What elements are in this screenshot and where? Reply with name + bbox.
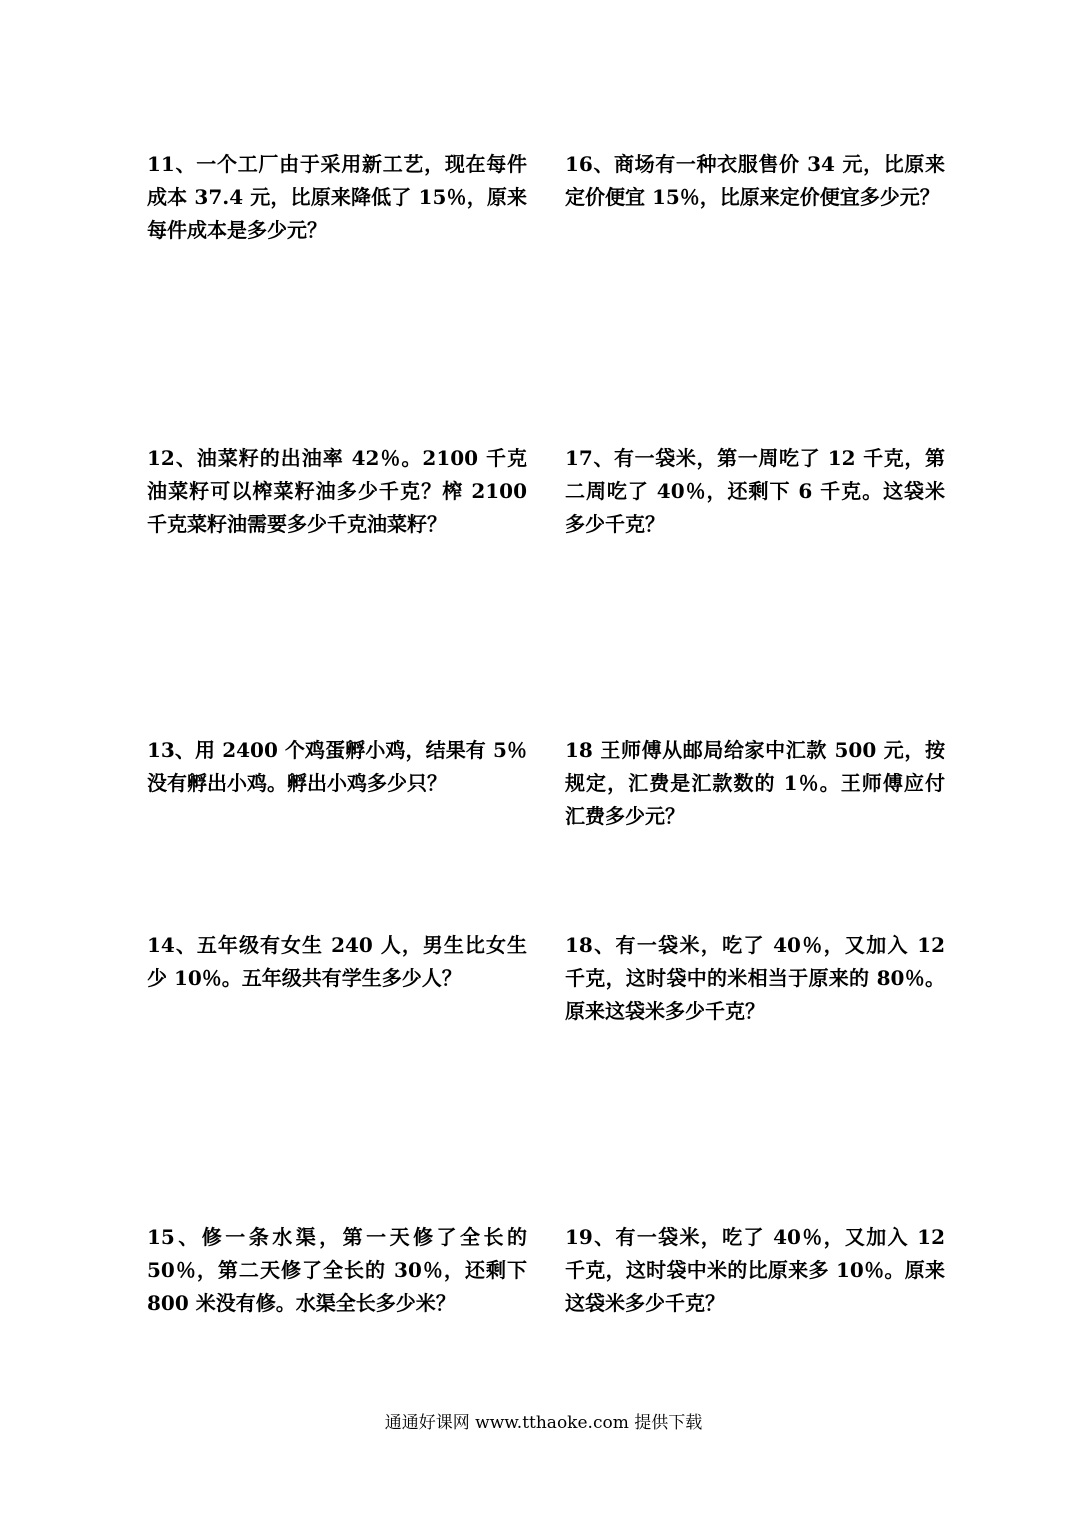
problem-13: 13、用 2400 个鸡蛋孵小鸡，结果有 5％没有孵出小鸡。孵出小鸡多少只？ bbox=[147, 738, 527, 795]
problem-15: 15、修一条水渠，第一天修了全长的 50％，第二天修了全长的 30％，还剩下 800 米没有修。水渠全长多少米？ bbox=[147, 1225, 527, 1315]
problem-18-remittance: 18 王师傅从邮局给家中汇款 500 元，按规定，汇费是汇款数的 1％。王师傅应付汇费多少元？ bbox=[565, 738, 945, 828]
problem-16: 16、商场有一种衣服售价 34 元，比原来定价便宜 15％，比原来定价便宜多少元？ bbox=[565, 152, 945, 209]
problem-19: 19、有一袋米，吃了 40％，又加入 12 千克，这时袋中米的比原来多 10％。原来这袋米多少千克？ bbox=[565, 1225, 945, 1315]
problem-11: 11、一个工厂由于采用新工艺，现在每件成本 37.4 元，比原来降低了 15％，原来每件成本是多少元？ bbox=[147, 152, 527, 242]
problem-14: 14、五年级有女生 240 人，男生比女生少 10％。五年级共有学生多少人？ bbox=[147, 933, 527, 990]
problem-17: 17、有一袋米，第一周吃了 12 千克，第二周吃了 40％，还剩下 6 千克。这袋米多少千克？ bbox=[565, 446, 945, 536]
problem-12: 12、油菜籽的出油率 42％。2100 千克油菜籽可以榨菜籽油多少千克？榨 2100 千克菜籽油需要多少千克油菜籽？ bbox=[147, 446, 527, 536]
problem-18-rice: 18、有一袋米，吃了 40％，又加入 12 千克，这时袋中的米相当于原来的 80％。原来这袋米多少千克？ bbox=[565, 933, 945, 1023]
page-footer: 通通好课网 www.tthaoke.com 提供下载 bbox=[384, 1413, 703, 1433]
